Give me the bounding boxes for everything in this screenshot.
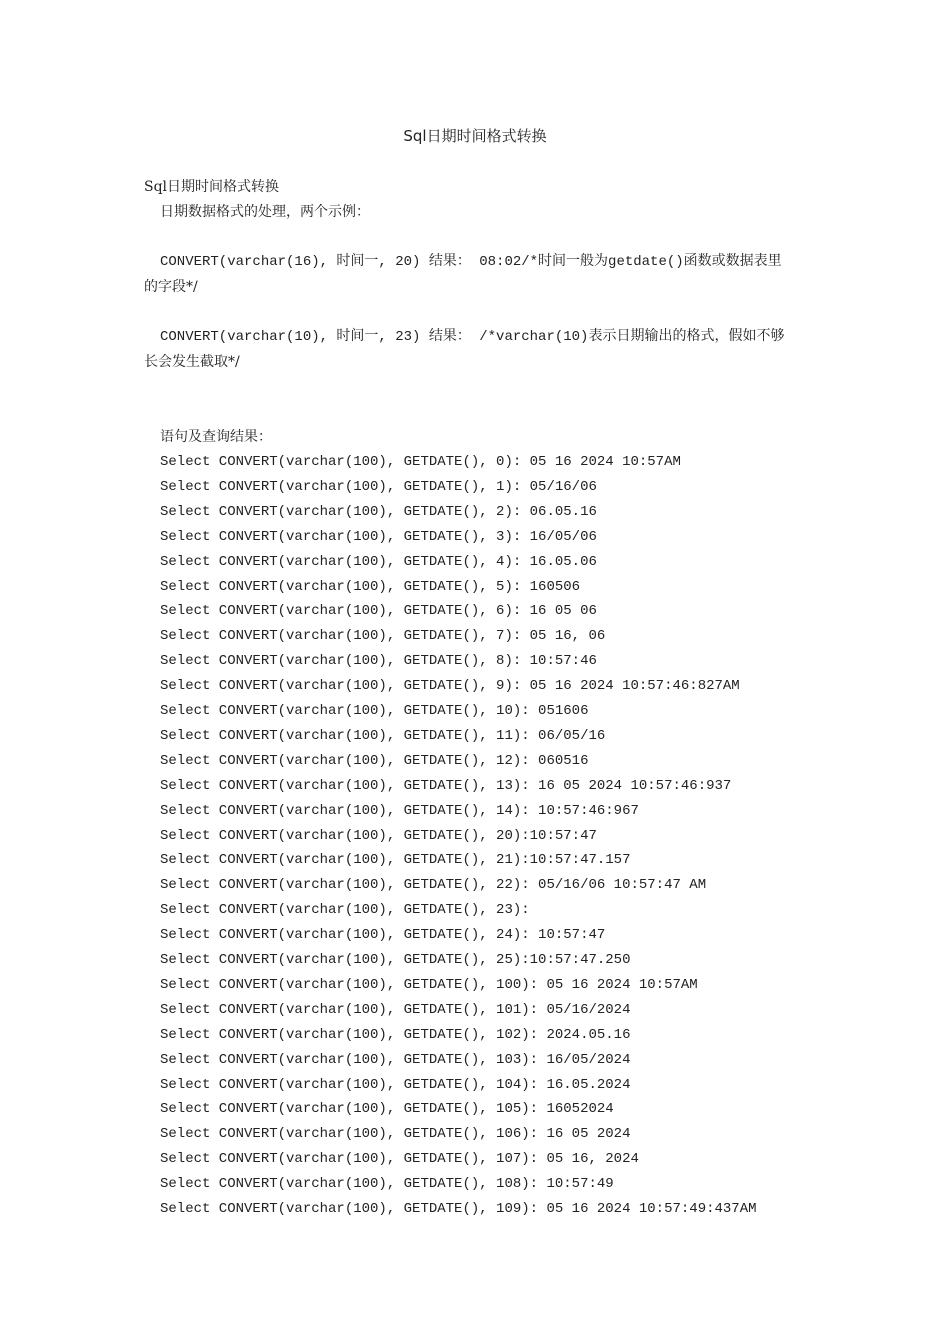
intro-text: 日期数据格式的处理，两个示例： xyxy=(160,204,370,220)
query-line: Select CONVERT(varchar(100), GETDATE(), 7): 05 16, 06 xyxy=(160,628,606,645)
example-1-line-1: CONVERT(varchar(16), 时间一, 20) 结果： 08:02/*时间一般为getdate()函数或数据表里 xyxy=(160,254,782,270)
query-line: Select CONVERT(varchar(100), GETDATE(), 13): 16 05 2024 10:57:46:937 xyxy=(160,777,732,794)
query-line: Select CONVERT(varchar(100), GETDATE(), 106): 16 05 2024 xyxy=(160,1126,631,1143)
query-line: Select CONVERT(varchar(100), GETDATE(), 109): 05 16 2024 10:57:49:437AM xyxy=(160,1201,757,1217)
query-line: Select CONVERT(varchar(100), GETDATE(), 8): 10:57:46 xyxy=(160,653,597,670)
results-label: 语句及查询结果： xyxy=(160,429,272,445)
query-line: Select CONVERT(varchar(100), GETDATE(), 107): 05 16, 2024 xyxy=(160,1151,639,1168)
query-line: Select CONVERT(varchar(100), GETDATE(), 14): 10:57:46:967 xyxy=(160,802,639,819)
query-line: Select CONVERT(varchar(100), GETDATE(), 20):10:57:47 xyxy=(160,827,597,844)
query-line: Select CONVERT(varchar(100), GETDATE(), 102): 2024.05.16 xyxy=(160,1026,631,1043)
query-line: Select CONVERT(varchar(100), GETDATE(), 23): xyxy=(160,902,530,919)
query-line: Select CONVERT(varchar(100), GETDATE(), 11): 06/05/16 xyxy=(160,727,606,744)
query-line: Select CONVERT(varchar(100), GETDATE(), 101): 05/16/2024 xyxy=(160,1001,631,1018)
query-line: Select CONVERT(varchar(100), GETDATE(), 25):10:57:47.250 xyxy=(160,952,631,968)
query-line: Select CONVERT(varchar(100), GETDATE(), 4): 16.05.06 xyxy=(160,553,597,570)
query-line: Select CONVERT(varchar(100), GETDATE(), 9): 05 16 2024 10:57:46:827AM xyxy=(160,678,740,695)
example-1-line-2: 的字段*/ xyxy=(144,279,198,295)
page-title: Sql日期时间格式转换 xyxy=(403,127,547,145)
query-line: Select CONVERT(varchar(100), GETDATE(), 21):10:57:47.157 xyxy=(160,852,631,869)
query-line: Select CONVERT(varchar(100), GETDATE(), 3): 16/05/06 xyxy=(160,528,597,545)
example-2-line-1: CONVERT(varchar(10), 时间一, 23) 结果： /*varchar(10)表示日期输出的格式，假如不够 xyxy=(160,329,785,345)
query-line: Select CONVERT(varchar(100), GETDATE(), 108): 10:57:49 xyxy=(160,1176,614,1193)
query-line: Select CONVERT(varchar(100), GETDATE(), 12): 060516 xyxy=(160,752,589,769)
section-heading: Sql日期时间格式转换 xyxy=(144,179,280,195)
query-line: Select CONVERT(varchar(100), GETDATE(), 103): 16/05/2024 xyxy=(160,1051,631,1068)
query-line: Select CONVERT(varchar(100), GETDATE(), 105): 16052024 xyxy=(160,1101,614,1118)
query-line: Select CONVERT(varchar(100), GETDATE(), 5): 160506 xyxy=(160,578,581,595)
query-line: Select CONVERT(varchar(100), GETDATE(), 1): 05/16/06 xyxy=(160,478,597,495)
query-line: Select CONVERT(varchar(100), GETDATE(), 6): 16 05 06 xyxy=(160,603,597,620)
query-line: Select CONVERT(varchar(100), GETDATE(), 104): 16.05.2024 xyxy=(160,1076,631,1093)
query-line: Select CONVERT(varchar(100), GETDATE(), 0): 05 16 2024 10:57AM xyxy=(160,454,681,470)
query-line: Select CONVERT(varchar(100), GETDATE(), 10): 051606 xyxy=(160,703,589,719)
query-line: Select CONVERT(varchar(100), GETDATE(), 100): 05 16 2024 10:57AM xyxy=(160,976,698,993)
example-2-line-2: 长会发生截取*/ xyxy=(144,354,240,370)
query-line: Select CONVERT(varchar(100), GETDATE(), 22): 05/16/06 10:57:47 AM xyxy=(160,877,707,894)
query-line: Select CONVERT(varchar(100), GETDATE(), 2): 06.05.16 xyxy=(160,503,597,520)
query-line: Select CONVERT(varchar(100), GETDATE(), 24): 10:57:47 xyxy=(160,927,606,944)
